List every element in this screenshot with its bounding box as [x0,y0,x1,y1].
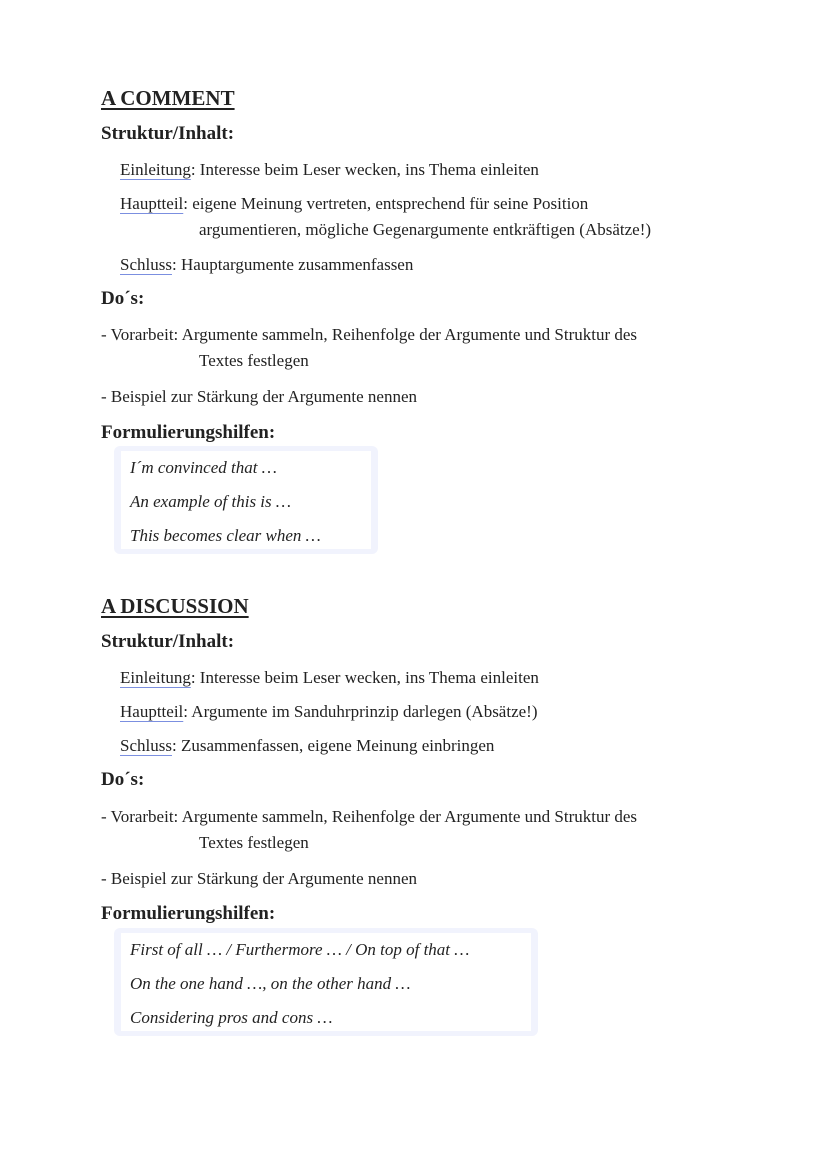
comment-dos-heading: Do´s: [101,288,145,309]
comment-phrase: This becomes clear when … [130,526,321,545]
discussion-phrase: First of all … / Furthermore … / On top of that … [130,940,470,959]
comment-conclusion-term: Schluss [120,255,172,274]
discussion-title: A DISCUSSION [101,594,249,618]
discussion-main-term: Hauptteil [120,702,184,721]
comment-main-term: Hauptteil [120,194,184,213]
discussion-dos-item: - Vorarbeit: Argumente sammeln, Reihenfolge der Argumente und Struktur des [101,807,638,826]
discussion-phrase: Considering pros and cons … [130,1008,333,1027]
discussion-conclusion-term: Schluss [120,736,172,755]
discussion-main-text: : Argumente im Sanduhrprinzip darlegen (Absätze!) [183,702,538,721]
discussion-dos-heading: Do´s: [101,769,145,790]
discussion-conclusion-text: : Zusammenfassen, eigene Meinung einbringen [171,736,495,755]
comment-structure-main [120,192,588,216]
comment-structure-heading: Struktur/Inhalt: [101,123,235,144]
discussion-structure-heading: Struktur/Inhalt: [101,631,235,652]
comment-title: A COMMENT [101,86,235,110]
discussion-structure-conclusion [120,734,494,758]
comment-intro-term: Einleitung [120,160,191,179]
discussion-phrase: On the one hand …, on the other hand … [130,974,411,993]
comment-conclusion-text: : Hauptargumente zusammenfassen [171,255,414,274]
comment-dos-item: - Beispiel zur Stärkung der Argumente nennen [101,387,417,406]
discussion-intro-text: : Interesse beim Leser wecken, ins Thema einleiten [190,668,539,687]
discussion-structure-intro [120,666,539,690]
comment-structure-intro [120,158,539,182]
comment-phrase: An example of this is … [130,492,292,511]
discussion-phrases-heading: Formulierungshilfen: [101,903,276,924]
comment-main-continuation: argumentieren, mögliche Gegenargumente entkräftigen (Absätze!) [199,220,652,239]
discussion-dos-item: - Beispiel zur Stärkung der Argumente nennen [101,869,417,888]
comment-structure-conclusion [120,253,413,277]
comment-main-text: : eigene Meinung vertreten, entsprechend für seine Position [183,194,589,213]
comment-phrases-heading: Formulierungshilfen: [101,422,276,443]
comment-dos-item: - Vorarbeit: Argumente sammeln, Reihenfolge der Argumente und Struktur des [101,325,638,344]
comment-phrase: I´m convinced that … [130,458,277,477]
comment-intro-text: : Interesse beim Leser wecken, ins Thema einleiten [190,160,539,179]
discussion-dos-item-continuation: Textes festlegen [199,833,309,852]
comment-dos-item-continuation: Textes festlegen [199,351,309,370]
discussion-structure-main [120,700,538,724]
discussion-intro-term: Einleitung [120,668,191,687]
